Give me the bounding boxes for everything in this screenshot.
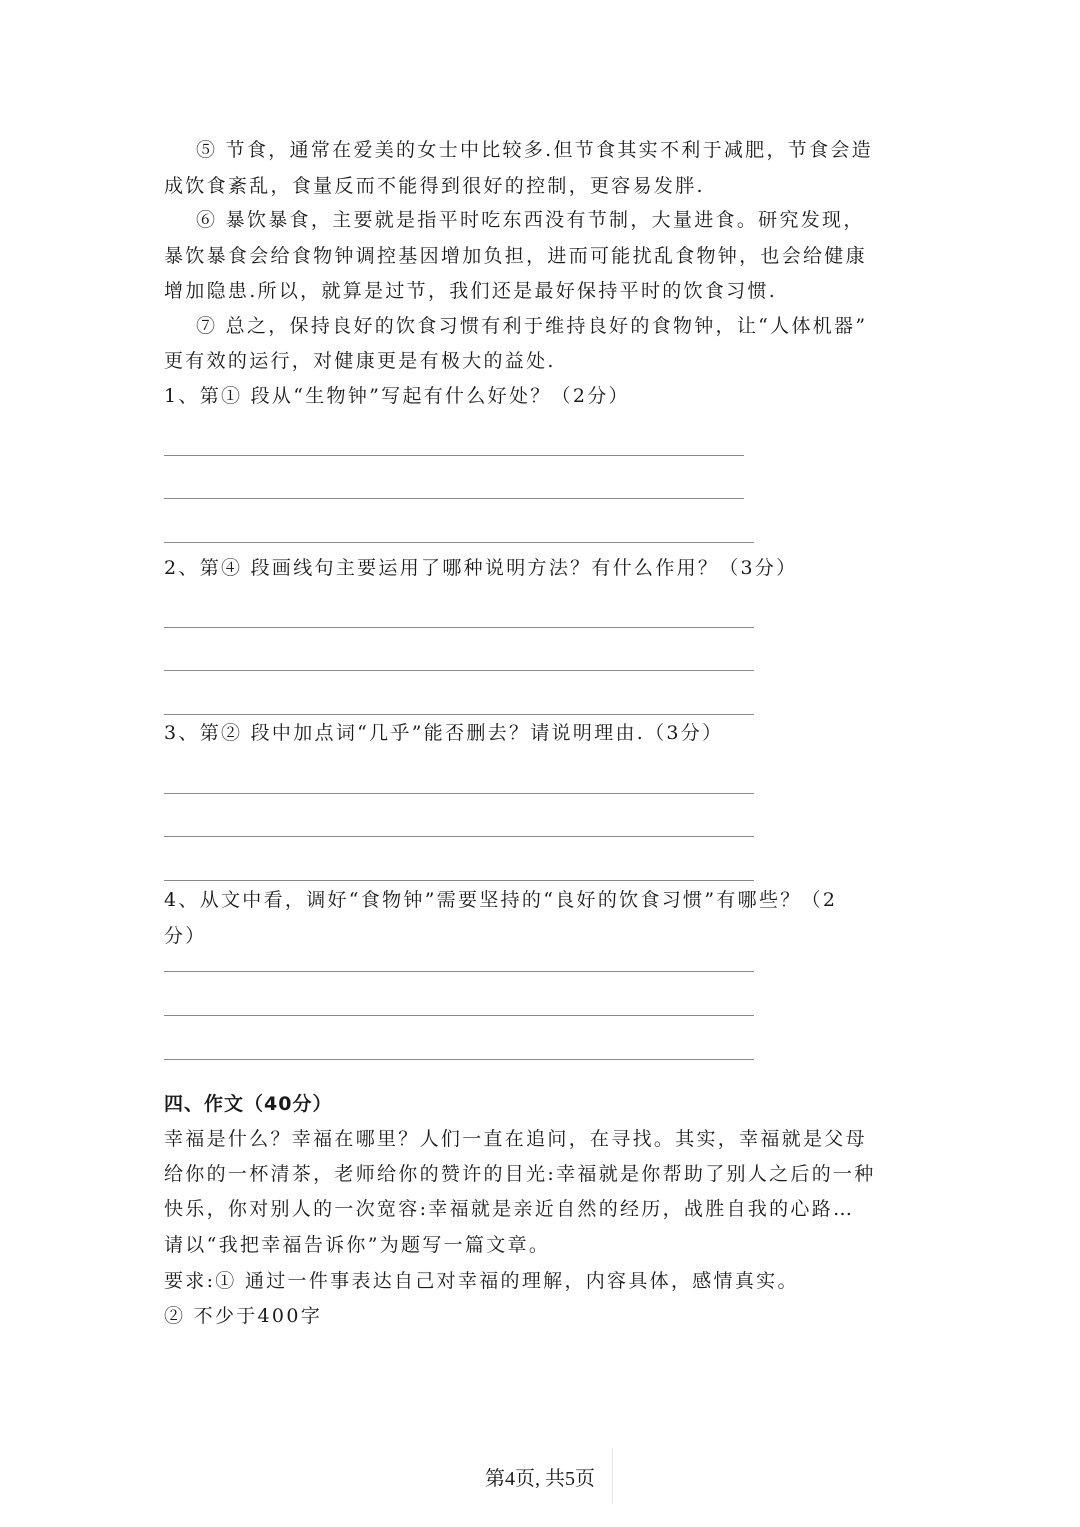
question-1: 1、第① 段从“生物钟”写起有什么好处？（2分）: [164, 385, 630, 407]
composition-prompt-line-2: 给你的一杯清茶，老师给你的赞许的目光:幸福就是你帮助了别人之后的一种: [164, 1163, 876, 1185]
answer-line[interactable]: [164, 714, 754, 715]
composition-prompt-line-4: 请以“我把幸福告诉你”为题写一篇文章。: [164, 1234, 551, 1256]
answer-line[interactable]: [164, 880, 754, 881]
question-3: 3、第② 段中加点词“几乎”能否删去？请说明理由.（3分）: [164, 722, 724, 744]
answer-line[interactable]: [164, 836, 754, 837]
paragraph-5-line-1: ⑤ 节食，通常在爱美的女士中比较多.但节食其实不利于减肥，节食会造: [196, 139, 873, 161]
answer-line[interactable]: [164, 455, 744, 456]
answer-line[interactable]: [164, 627, 754, 628]
question-4-line-1: 4、从文中看，调好“食物钟”需要坚持的“良好的饮食习惯”有哪些？（2: [164, 889, 838, 911]
answer-line[interactable]: [164, 670, 754, 671]
answer-line[interactable]: [164, 1059, 754, 1060]
answer-line[interactable]: [164, 498, 744, 499]
composition-prompt-line-3: 快乐，你对别人的一次宽容:幸福就是亲近自然的经历，战胜自我的心路…: [164, 1198, 855, 1220]
paragraph-7-line-1: ⑦ 总之，保持良好的饮食习惯有利于维持良好的食物钟，让“人体机器”: [196, 315, 868, 337]
answer-line[interactable]: [164, 793, 754, 794]
paragraph-6-line-2: 暴饮暴食会给食物钟调控基因增加负担，进而可能扰乱食物钟，也会给健康: [164, 245, 867, 267]
paragraph-7-line-2: 更有效的运行，对健康更是有极大的益处.: [164, 350, 556, 372]
page-number: 第4页, 共5页: [485, 1468, 595, 1490]
composition-requirement-1: 要求:① 通过一件事表达自己对幸福的理解，内容具体，感情真实。: [164, 1270, 799, 1292]
composition-requirement-2: ② 不少于400字: [164, 1305, 323, 1327]
answer-line[interactable]: [164, 1015, 754, 1016]
answer-line[interactable]: [164, 542, 754, 543]
composition-prompt-line-1: 幸福是什么？幸福在哪里？人们一直在追问，在寻找。其实，幸福就是父母: [164, 1128, 867, 1150]
section-heading-composition: 四、作文（40分）: [164, 1093, 333, 1115]
answer-line[interactable]: [164, 971, 754, 972]
paragraph-5-line-2: 成饮食紊乱，食量反而不能得到很好的控制，更容易发胖.: [164, 175, 705, 197]
question-4-line-2: 分）: [164, 925, 207, 947]
paragraph-6-line-1: ⑥ 暴饮暴食，主要就是指平时吃东西没有节制，大量进食。研究发现，: [196, 209, 865, 231]
paragraph-6-line-3: 增加隐患.所以，就算是过节，我们还是最好保持平时的饮食习惯.: [164, 280, 778, 302]
question-2: 2、第④ 段画线句主要运用了哪种说明方法？有什么作用？（3分）: [164, 557, 798, 579]
